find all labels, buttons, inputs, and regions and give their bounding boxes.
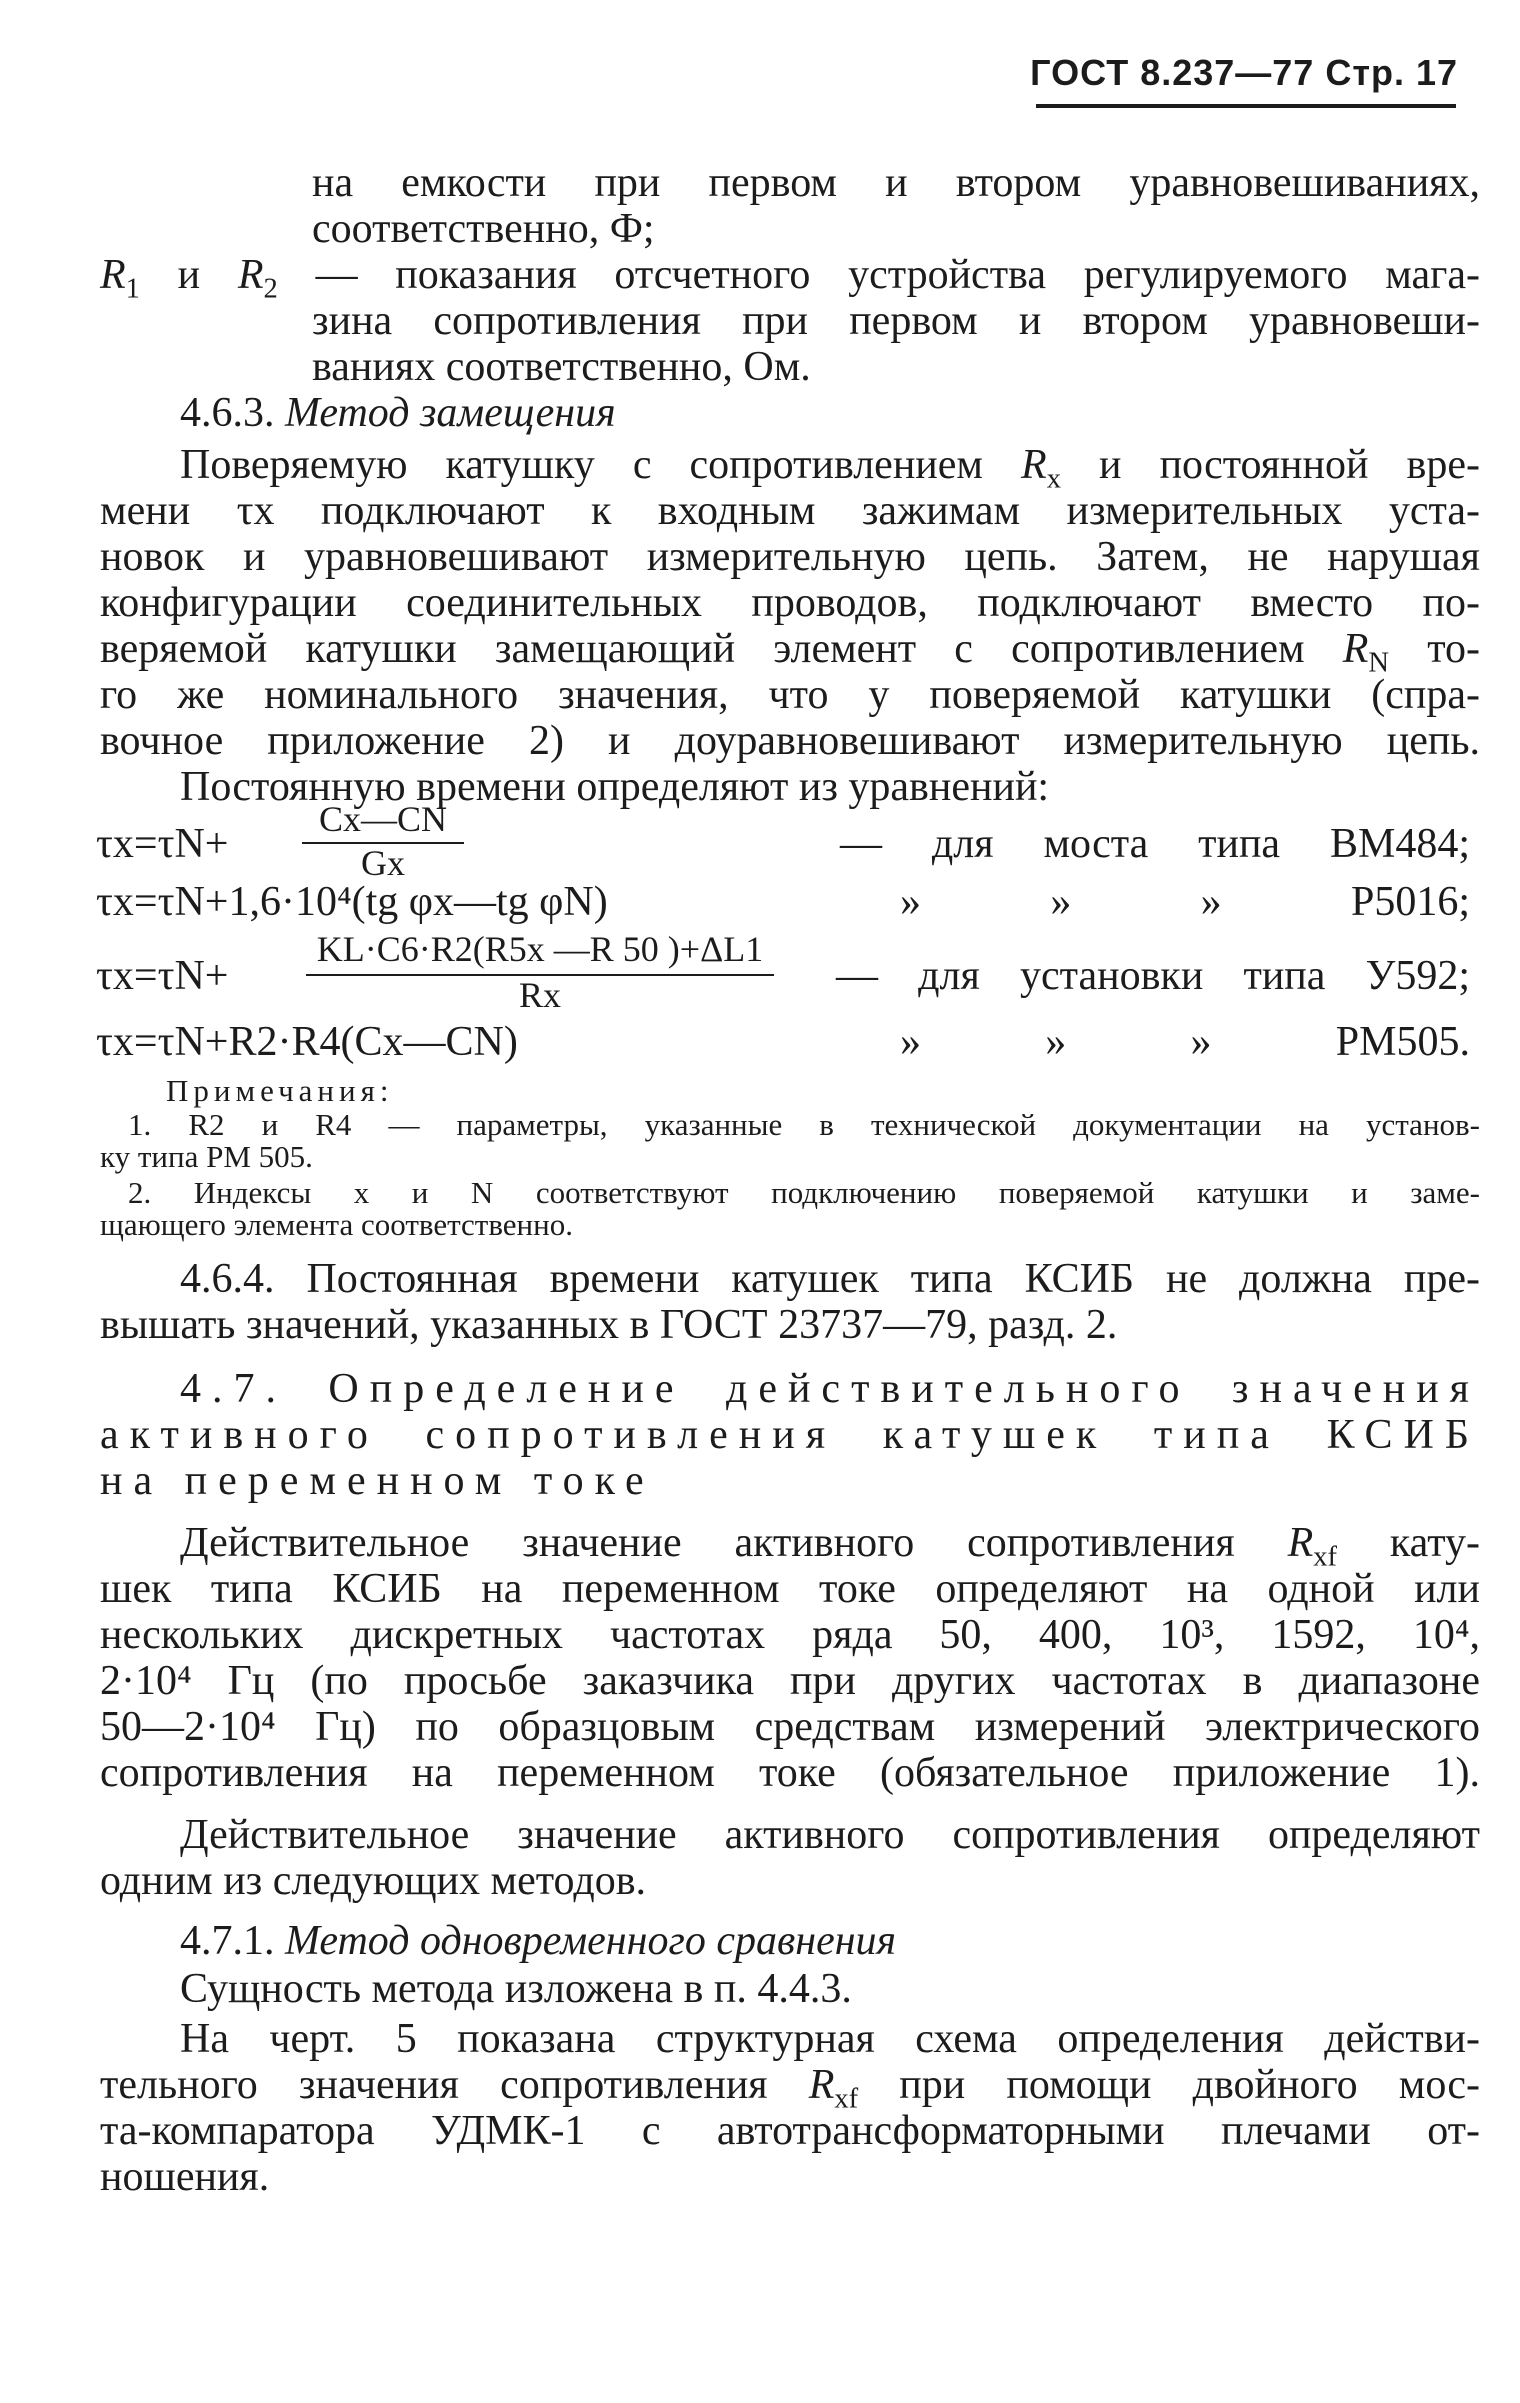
text-line: мени τx подключают к входным зажимам измерительных уста- (100, 488, 1480, 534)
text-line: новок и уравновешивают измерительную цепь. Затем, не нарушая (100, 534, 1480, 580)
text-line: Сущность метода изложена в п. 4.4.3. (180, 1966, 852, 2012)
fraction-numerator: KL·C6·R2(R5x —R 50 )+ΔL1 (316, 929, 764, 969)
formula-condition: — для моста типа ВМ484; (840, 821, 1470, 867)
text-span: то- (1389, 626, 1480, 672)
section-number: 4.6.3. (180, 390, 285, 436)
text-line: шек типа КСИБ на переменном токе определяют на одной или (100, 1566, 1480, 1612)
text-line: 4.6.4. Постоянная времени катушек типа КСИБ не должна пре- (180, 1256, 1480, 1302)
symbol: R (1021, 442, 1047, 488)
formula-condition: — для установки типа У592; (836, 953, 1470, 999)
section-title: Метод одновременного сравнения (285, 1918, 897, 1964)
header-rule (1036, 104, 1456, 108)
subscript: xf (834, 2083, 859, 2115)
formula: τx=τN+R2·R4(Cx—CN) (96, 1019, 518, 1065)
section-number: 4.7.1. (180, 1918, 285, 1964)
text-line: На черт. 5 показана структурная схема определения действи- (180, 2016, 1480, 2062)
text-line: соответственно, Ф; (312, 206, 655, 252)
note-line: 1. R2 и R4 — параметры, указанные в технической документации на установ- (128, 1107, 1480, 1142)
text-line: вышать значений, указанных в ГОСТ 23737—79, разд. 2. (100, 1302, 1118, 1348)
text-span: тельного значения сопротивления (100, 2062, 809, 2108)
notes-title: Примечания: (166, 1073, 394, 1108)
text-line: нескольких дискретных частотах ряда 50, 400, 10³, 1592, 10⁴, (100, 1612, 1480, 1658)
symbol: R (1342, 626, 1369, 672)
fraction-numerator: Cx—CN (318, 799, 448, 839)
text-line: 50—2·10⁴ Гц) по образцовым средствам измерений электрического (100, 1704, 1480, 1750)
symbol: R (808, 2062, 835, 2108)
text-line: на емкости при первом и втором уравновешиваниях, (312, 160, 1480, 206)
section-heading (180, 1918, 1480, 1964)
text-line: вочное приложение 2) и доуравновешивают измерительную цепь. (100, 718, 1480, 764)
subscript: 1 (125, 273, 140, 305)
symbol: R (1287, 1520, 1314, 1566)
symbol: R (100, 252, 126, 298)
fraction-denominator: Gx (361, 843, 405, 883)
section-heading: активного сопротивления катушек типа КСИБ (100, 1412, 1480, 1458)
text-line: сопротивления на переменном токе (обязательное приложение 1). (100, 1750, 1480, 1796)
fraction-denominator: Rx (518, 975, 561, 1015)
subscript: N (1368, 647, 1390, 679)
text-line: Постоянную времени определяют из уравнений: (180, 764, 1050, 810)
text-line: конфигурации соединительных проводов, подключают вместо по- (100, 580, 1480, 626)
note-line: ку типа РМ 505. (100, 1139, 313, 1174)
text-span: Поверяемую катушку с сопротивлением (180, 442, 1022, 488)
formula-lhs: τx=τN+ (96, 953, 229, 999)
text-line: Действительное значение активного сопротивления определяют (180, 1812, 1480, 1858)
text-span: — показания отсчетного устройства регулируемого мага- (277, 252, 1480, 298)
text-line: го же номинального значения, что у поверяемой катушки (спра- (100, 672, 1480, 718)
formula-condition: » » » Р5016; (900, 879, 1470, 925)
formula-lhs: τx=τN+ (96, 821, 229, 867)
text-span: при помощи двойного мос- (858, 2062, 1481, 2108)
subscript: xf (1313, 1541, 1337, 1573)
text-span: и постоянной вре- (1060, 442, 1480, 488)
text-line: та-компаратора УДМК-1 с автотрансформаторными плечами от- (100, 2108, 1480, 2154)
text-line: ваниях соответственно, Ом. (312, 344, 811, 390)
note-line: 2. Индексы x и N соответствуют подключению поверяемой катушки и заме- (128, 1175, 1480, 1210)
subscript: x (1046, 463, 1061, 495)
formula-condition: » » » РМ505. (900, 1019, 1470, 1065)
section-heading: на переменном токе (100, 1458, 655, 1504)
formula: τx=τN+1,6·10⁴(tg φx—tg φN) (96, 879, 608, 925)
text-span: веряемой катушки замещающий элемент с сопротивлением (100, 626, 1343, 672)
text-span: Действительное значение активного сопротивления (180, 1520, 1288, 1566)
symbol: R (237, 252, 264, 298)
text-line: зина сопротивления при первом и втором уравновеши- (312, 298, 1480, 344)
text-line: одним из следующих методов. (100, 1858, 647, 1904)
text-span: и (139, 252, 238, 298)
section-heading: 4.7. Определение действительного значения (180, 1366, 1480, 1412)
text-span: кату- (1337, 1520, 1480, 1566)
note-line: щающего элемента соответственно. (100, 1207, 573, 1242)
text-line: ношения. (100, 2154, 270, 2200)
section-title: Метод замещения (285, 390, 616, 436)
page-header: ГОСТ 8.237—77 Стр. 17 (1030, 52, 1458, 93)
subscript: 2 (263, 273, 278, 305)
text-line: 2·10⁴ Гц (по просьбе заказчика при других частотах в диапазоне (100, 1658, 1480, 1704)
section-heading (180, 390, 1480, 436)
